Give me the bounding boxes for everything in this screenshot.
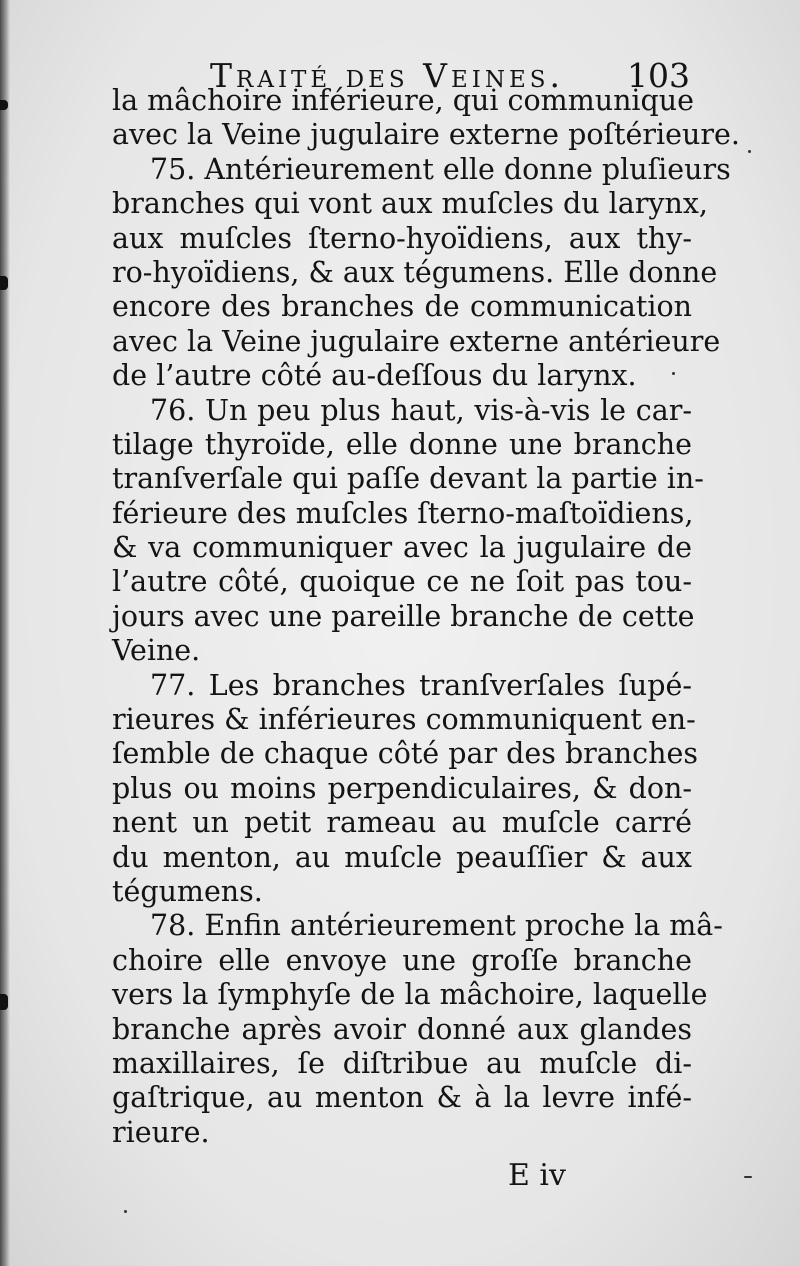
body-text	[112, 84, 740, 1150]
text-line: ſemble de chaque côté par des branches	[112, 737, 698, 771]
binding-mark	[0, 276, 8, 290]
text-line: encore des branches de communication	[112, 290, 692, 324]
text-line: la mâchoire inférieure, qui communique	[112, 84, 695, 117]
text-line: de l’autre côté au-deſſous du larynx.	[112, 359, 637, 393]
text-line: l’autre côté, quoique ce ne ſoit pas tou-	[112, 565, 692, 599]
text-line: 77. Les branches tranſverſales ſupé-	[150, 668, 692, 702]
text-line: tilage thyroïde, elle donne une branche	[112, 427, 692, 461]
text-line: rieure.	[112, 1115, 210, 1149]
text-line: férieure des muſcles ſterno-maſtoïdiens,	[112, 496, 694, 530]
text-line: avec la Veine jugulaire externe poſtérieure.	[112, 118, 740, 152]
text-line: avec la Veine jugulaire externe antérieure	[112, 324, 721, 358]
signature-mark: E iv	[508, 1158, 566, 1193]
page-gutter-shadow	[0, 0, 10, 1266]
text-line: du menton, au muſcle peauſſier & aux	[112, 840, 692, 874]
binding-mark	[0, 994, 8, 1010]
paper-speck	[748, 150, 751, 153]
text-line: 75. Antérieurement elle donne pluſieurs	[150, 152, 731, 186]
text-line: tranſverſale qui paſſe devant la partie in-	[112, 462, 704, 496]
page-number: 103	[627, 56, 690, 95]
text-line: vers la ſymphyſe de la mâchoire, laquelle	[112, 978, 708, 1012]
text-line: tégumens.	[112, 874, 263, 908]
text-line: aux muſcles ſterno-hyoïdiens, aux thy-	[112, 221, 692, 255]
text-line: choire elle envoye une groſſe branche	[112, 943, 692, 977]
text-line: ro-hyoïdiens, & aux tégumens. Elle donne	[112, 255, 718, 289]
running-title: Traité des Veines.	[210, 56, 564, 95]
text-line: 78. Enfin antérieurement proche la mâ-	[150, 909, 723, 943]
text-line: branches qui vont aux muſcles du larynx,	[112, 187, 708, 221]
paper-speck	[744, 1176, 752, 1178]
text-line: maxillaires, ſe diſtribue au muſcle di-	[112, 1046, 692, 1080]
text-line: branche après avoir donné aux glandes	[112, 1012, 692, 1046]
text-line: 76. Un peu plus haut, vis-à-vis le car-	[150, 393, 692, 427]
text-line: & va communiquer avec la jugulaire de	[112, 531, 692, 565]
text-line: jours avec une pareille branche de cette	[112, 599, 695, 633]
text-line: plus ou moins perpendiculaires, & don-	[112, 771, 692, 805]
text-line: rieures & inférieures communiquent en-	[112, 703, 696, 737]
paper-speck	[672, 372, 675, 375]
paper-speck	[124, 1210, 127, 1213]
text-line: gaſtrique, au menton & à la levre infé-	[112, 1081, 692, 1115]
text-line: nent un petit rameau au muſcle carré	[112, 806, 692, 840]
binding-mark	[0, 100, 8, 110]
text-line: Veine.	[112, 634, 201, 668]
